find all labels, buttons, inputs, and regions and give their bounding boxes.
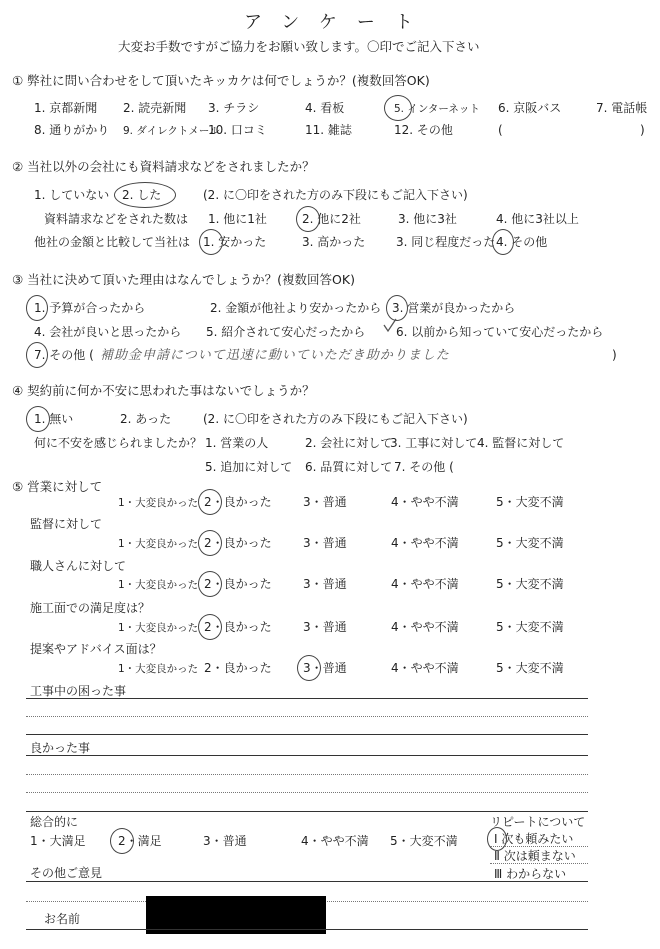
q3-title: ③ 当社に決めて頂いた理由はなんでしょうか？(複数回答OK): [12, 272, 355, 287]
selection-circle: [487, 827, 507, 851]
rating-option[interactable]: 4・やや不満: [391, 661, 459, 675]
q1-option[interactable]: 1. 京都新聞: [34, 101, 98, 115]
rating-option[interactable]: 3・普通: [303, 620, 347, 634]
rating-option[interactable]: 5・大変不満: [496, 661, 564, 675]
q4-option[interactable]: 2. あった: [120, 412, 172, 426]
q1-option[interactable]: 6. 京阪バス: [498, 101, 562, 115]
q2-price-option[interactable]: 4. その他: [496, 235, 548, 249]
overall-option[interactable]: 5・大変不満: [390, 834, 458, 848]
q3-option[interactable]: 3. 営業が良かったから: [392, 301, 516, 315]
handwritten-comment: 補助金申請について迅速に動いていただき助かりました: [100, 348, 450, 363]
selection-circle: [198, 614, 222, 640]
rating-option[interactable]: 2・良かった: [204, 536, 272, 550]
q3-option-other[interactable]: 7. その他 (: [34, 348, 94, 362]
selection-circle: [26, 295, 48, 321]
q2-price-option[interactable]: 3. 高かった: [302, 235, 366, 249]
rating-option[interactable]: 4・やや不満: [391, 620, 459, 634]
q2-option[interactable]: 1. していない: [34, 188, 110, 202]
rating-option[interactable]: 1・大変良かった: [118, 497, 199, 509]
rating-option[interactable]: 4・やや不満: [391, 495, 459, 509]
q1-option[interactable]: 2. 読売新聞: [123, 101, 187, 115]
repeat-option[interactable]: Ⅱ 次は頼まない: [494, 849, 576, 863]
q3-option[interactable]: 6. 以前から知っていて安心だったから: [396, 325, 604, 339]
q2-count-option[interactable]: 1. 他に1社: [208, 212, 267, 226]
rating-option[interactable]: 5・大変不満: [496, 536, 564, 550]
q1-option[interactable]: 8. 通りがかり: [34, 123, 110, 137]
selection-circle: [198, 571, 222, 597]
overall-option[interactable]: 2・満足: [118, 834, 162, 848]
rating-option[interactable]: 5・大変不満: [496, 620, 564, 634]
other-label: その他ご意見: [30, 866, 103, 880]
page-subtitle: 大変お手数ですがご協力をお願い致します。〇印でご記入下さい: [118, 39, 480, 54]
divider: [26, 929, 588, 930]
overall-option[interactable]: 1・大満足: [30, 834, 86, 848]
selection-circle: [384, 95, 412, 121]
q4-detail-option[interactable]: 2. 会社に対して: [305, 436, 393, 450]
selection-circle: [297, 655, 321, 681]
divider: [26, 881, 588, 882]
repeat-option[interactable]: Ⅰ 次も頼みたい: [494, 832, 574, 846]
rating-option[interactable]: 1・大変良かった: [118, 538, 199, 550]
q4-note: (2. に〇印をされた方のみ下段にもご記入下さい): [203, 412, 468, 426]
overall-option[interactable]: 4・やや不満: [301, 834, 369, 848]
q3-paren-close: ): [612, 348, 617, 362]
divider: [26, 811, 588, 812]
q4-detail-option[interactable]: 5. 追加に対して: [205, 460, 293, 474]
rating-option[interactable]: 3・普通: [303, 577, 347, 591]
divider: [26, 755, 588, 756]
repeat-label: リピートについて: [490, 815, 586, 829]
rating-option[interactable]: 1・大変良かった: [118, 663, 199, 675]
q4-detail-option[interactable]: 7. その他 (: [394, 460, 454, 474]
repeat-option[interactable]: Ⅲ わからない: [494, 867, 567, 881]
selection-circle: [199, 229, 223, 255]
q2-option[interactable]: 2. した: [122, 188, 162, 202]
q4-detail-option[interactable]: 3. 工事に対して: [390, 436, 478, 450]
q1-title: ① 弊社に問い合わせをして頂いたキッカケは何でしょうか？(複数回答OK): [12, 73, 430, 88]
selection-circle: [492, 229, 514, 255]
q1-paren-open: (: [498, 123, 503, 137]
overall-label: 総合的に: [30, 815, 79, 829]
q4-detail-option[interactable]: 1. 営業の人: [205, 436, 269, 450]
rating-option[interactable]: 5・大変不満: [496, 577, 564, 591]
rating-option[interactable]: 3・普通: [303, 661, 347, 675]
divider: [26, 698, 588, 699]
q4-detail-option[interactable]: 6. 品質に対して: [305, 460, 393, 474]
selection-circle: [296, 206, 320, 232]
selection-circle: [198, 530, 222, 556]
selection-circle: [114, 182, 176, 208]
good-label: 良かった事: [30, 741, 91, 755]
q5-item: 職人さんに対して: [30, 559, 127, 573]
q1-option[interactable]: 10. 口コミ: [208, 123, 267, 137]
q4-detail-label: 何に不安を感じられましたか？: [34, 436, 203, 450]
q2-price-option[interactable]: 3. 同じ程度だった: [396, 235, 496, 249]
q1-paren-close: ): [640, 123, 645, 137]
q1-option[interactable]: 7. 電話帳: [596, 101, 648, 115]
q2-count-option[interactable]: 2. 他に2社: [302, 212, 361, 226]
selection-circle: [26, 342, 48, 368]
rating-option[interactable]: 3・普通: [303, 536, 347, 550]
dotted-line: [490, 846, 588, 847]
q3-option[interactable]: 4. 会社が良いと思ったから: [34, 325, 182, 339]
name-label: お名前: [44, 912, 81, 926]
rating-option[interactable]: 1・大変良かった: [118, 579, 199, 591]
q2-price-label: 他社の金額と比較して当社は: [34, 235, 191, 249]
check-mark-icon: [382, 318, 398, 334]
q1-option[interactable]: 12. その他: [394, 123, 453, 137]
q5-item: 施工面での満足度は？: [30, 601, 151, 615]
q1-option[interactable]: 4. 看板: [305, 101, 345, 115]
selection-circle: [198, 489, 222, 515]
selection-circle: [26, 406, 50, 432]
dotted-line: [26, 716, 588, 717]
rating-option[interactable]: 2・良かった: [204, 620, 272, 634]
q1-option[interactable]: 11. 雑誌: [305, 123, 352, 137]
q3-option[interactable]: 2. 金額が他社より安かったから: [210, 301, 382, 315]
q2-count-option[interactable]: 3. 他に3社: [398, 212, 457, 226]
q1-option[interactable]: 9. ダイレクトメール: [123, 125, 220, 137]
dotted-line: [26, 792, 588, 793]
q4-title: ④ 契約前に何か不安に思われた事はないでしょうか？: [12, 383, 315, 398]
page-title: アンケート: [244, 12, 433, 33]
q5-title: ⑤ 営業に対して: [12, 479, 103, 494]
rating-option[interactable]: 4・やや不満: [391, 536, 459, 550]
rating-option[interactable]: 2・良かった: [204, 661, 272, 675]
rating-option[interactable]: 3・普通: [303, 495, 347, 509]
q2-title: ② 当社以外の会社にも資料請求などをされましたか？: [12, 159, 315, 174]
selection-circle: [110, 828, 134, 854]
q3-option[interactable]: 5. 紹介されて安心だったから: [206, 325, 366, 339]
dotted-line: [26, 774, 588, 775]
q4-detail-option[interactable]: 4. 監督に対して: [477, 436, 565, 450]
q2-price-option[interactable]: 1. 安かった: [203, 235, 267, 249]
overall-option[interactable]: 3・普通: [203, 834, 247, 848]
divider: [26, 734, 588, 735]
q1-option[interactable]: 5. インターネット: [394, 103, 480, 115]
q2-count-option[interactable]: 4. 他に3社以上: [496, 212, 579, 226]
q2-count-label: 資料請求などをされた数は: [44, 212, 189, 226]
q4-option[interactable]: 1. 無い: [34, 412, 74, 426]
rating-option[interactable]: 2・良かった: [204, 495, 272, 509]
rating-option[interactable]: 5・大変不満: [496, 495, 564, 509]
dotted-line: [490, 863, 588, 864]
trouble-label: 工事中の困った事: [30, 684, 127, 698]
q1-option[interactable]: 3. チラシ: [208, 101, 260, 115]
q5-item: 提案やアドバイス面は？: [30, 642, 162, 656]
rating-option[interactable]: 1・大変良かった: [118, 622, 199, 634]
q2-note: (2. に〇印をされた方のみ下段にもご記入下さい): [203, 188, 468, 202]
rating-option[interactable]: 2・良かった: [204, 577, 272, 591]
rating-option[interactable]: 4・やや不満: [391, 577, 459, 591]
q5-item: 監督に対して: [30, 517, 103, 531]
q3-option[interactable]: 1. 予算が合ったから: [34, 301, 146, 315]
